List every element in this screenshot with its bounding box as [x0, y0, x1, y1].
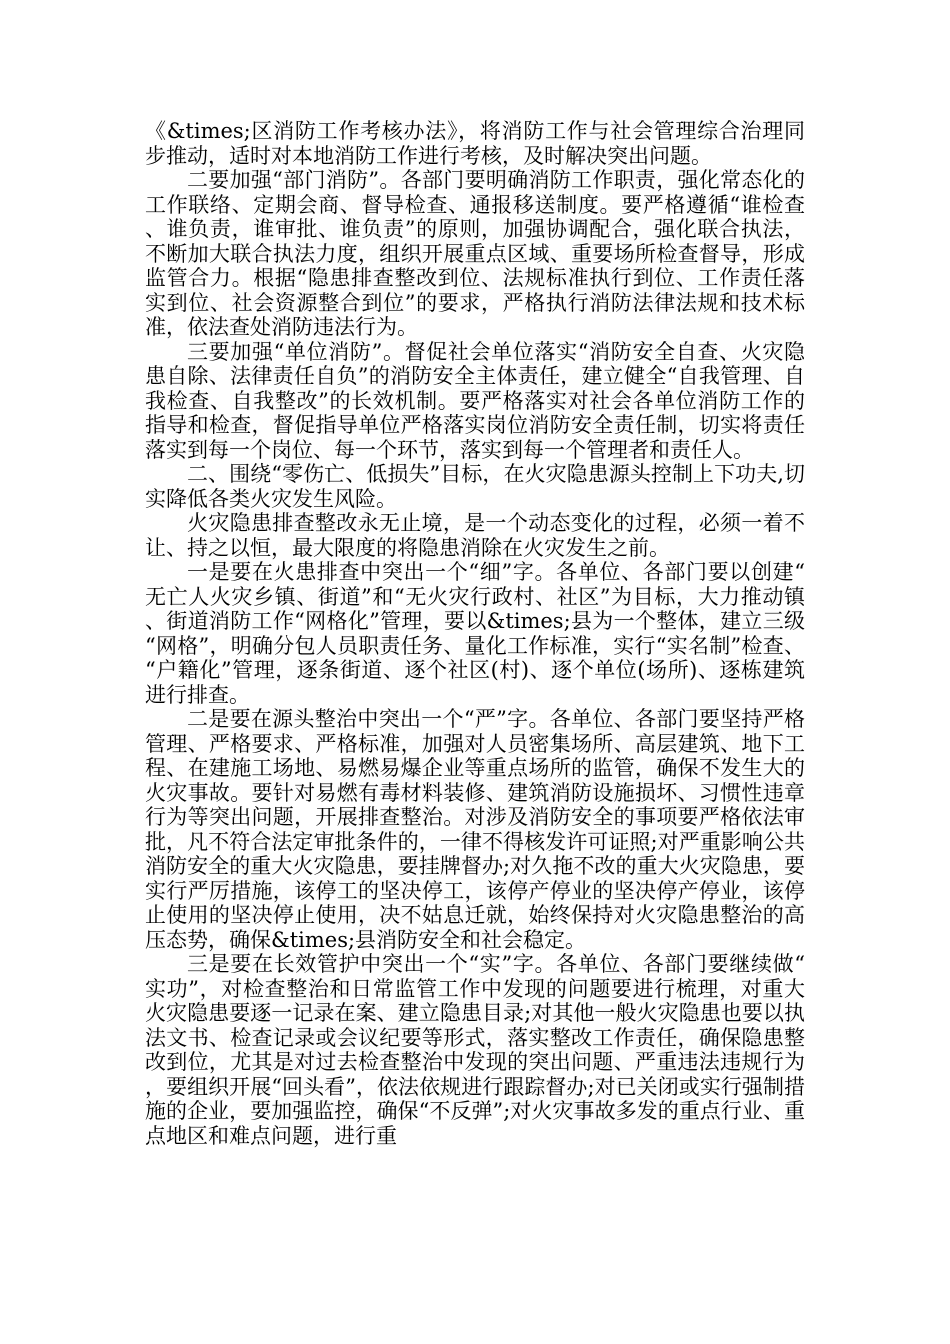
paragraph-7: 二是要在源头整治中突出一个“严”字。各单位、各部门要坚持严格管理、严格要求、严格标准，加强对人员密集场所、高层建筑、地下工程、在建施工场地、易燃易爆企业等重点场所的监管，确保不发生大的火灾事故。要针对易燃有毒材料装修、建筑消防设施损坏、习惯性违章行为等突出问题，开展排查整治。对涉及消防安全的事项要严格依法审批，凡不符合法定审批条件的，一律不得核发许可证照;对严重影响公共消防安全的重大火灾隐患，要挂牌督办;对久拖不改的重大火灾隐患，要实行严厉措施，该停工的坚决停工，该停产停业的坚决停产停业，该停止使用的坚决停止使用，决不姑息迁就，始终保持对火灾隐患整治的高压态势，确保&times;县消防安全和社会稳定。	[145, 707, 805, 952]
paragraph-6: 一是要在火患排查中突出一个“细”字。各单位、各部门要以创建“无亡人火灾乡镇、街道”和“无火灾行政村、社区”为目标，大力推动镇、街道消防工作“网格化”管理，要以&times;县为一个整体，建立三级“网格”，明确分包人员职责任务、量化工作标准，实行“实名制”检查、“户籍化”管理，逐条街道、逐个社区(村)、逐个单位(场所)、逐栋建筑进行排查。	[145, 560, 805, 707]
paragraph-5: 火灾隐患排查整改永无止境，是一个动态变化的过程，必须一着不让、持之以恒，最大限度的将隐患消除在火灾发生之前。	[145, 511, 805, 560]
paragraph-2: 二要加强“部门消防”。各部门要明确消防工作职责，强化常态化的工作联络、定期会商、督导检查、通报移送制度。要严格遵循“谁检查、谁负责，谁审批、谁负责”的原则，加强协调配合，强化联合执法，不断加大联合执法力度，组织开展重点区域、重要场所检查督导，形成监管合力。根据“隐患排查整改到位、法规标准执行到位、工作责任落实到位、社会资源整合到位”的要求，严格执行消防法律法规和技术标准，依法查处消防违法行为。	[145, 168, 805, 339]
paragraph-8: 三是要在长效管护中突出一个“实”字。各单位、各部门要继续做“实功”，对检查整治和日常监管工作中发现的问题要进行梳理，对重大火灾隐患要逐一记录在案、建立隐患目录;对其他一般火灾隐患也要以执法文书、检查记录或会议纪要等形式，落实整改工作责任，确保隐患整改到位，尤其是对过去检查整治中发现的突出问题、严重违法违规行为，要组织开展“回头看”，依法依规进行跟踪督办;对已关闭或实行强制措施的企业，要加强监控，确保“不反弹”;对火灾事故多发的重点行业、重点地区和难点问题，进行重	[145, 952, 805, 1148]
paragraph-1: 《&times;区消防工作考核办法》，将消防工作与社会管理综合治理同步推动，适时对本地消防工作进行考核，及时解决突出问题。	[145, 119, 805, 168]
document-body	[145, 119, 805, 1148]
section-heading-2: 二、围绕“零伤亡、低损失”目标，在火灾隐患源头控制上下功夫,切实降低各类火灾发生风险。	[145, 462, 805, 511]
paragraph-3: 三要加强“单位消防”。督促社会单位落实“消防安全自查、火灾隐患自除、法律责任自负”的消防安全主体责任，建立健全“自我管理、自我检查、自我整改”的长效机制。要严格落实对社会各单位消防工作的指导和检查，督促指导单位严格落实岗位消防安全责任制，切实将责任落实到每一个岗位、每一个环节，落实到每一个管理者和责任人。	[145, 339, 805, 462]
